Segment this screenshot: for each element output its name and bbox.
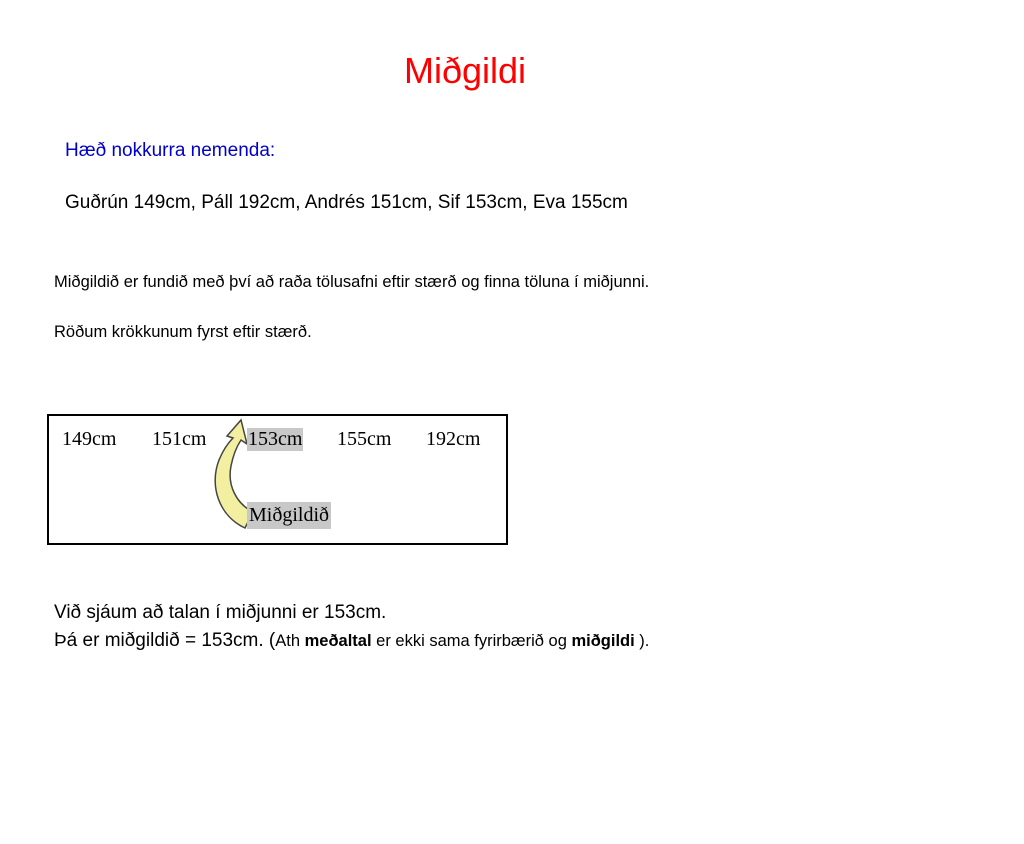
page-title: Miðgildi <box>403 50 527 91</box>
conclusion-ath: Ath <box>275 632 305 650</box>
subtitle: Hæð nokkurra nemenda: <box>65 140 276 161</box>
conclusion-main: Þá er miðgildið = 153cm. ( <box>54 630 276 651</box>
conclusion-end: ). <box>634 632 650 650</box>
heights-list: Guðrún 149cm, Páll 192cm, Andrés 151cm, Sif 153cm, Eva 155cm <box>65 192 628 213</box>
conclusion-line-2 <box>54 630 649 652</box>
term-median: miðgildi <box>571 632 635 650</box>
sorted-value-3-median: 153cm <box>248 428 303 450</box>
sorted-value-1: 149cm <box>62 428 117 450</box>
conclusion-mid: er ekki sama fyrirbærið og <box>371 632 572 650</box>
median-label: Miðgildið <box>247 502 331 529</box>
conclusion-line-1: Við sjáum að talan í miðjunni er 153cm. <box>54 602 387 623</box>
sorted-heights-figure <box>47 414 508 545</box>
sorted-value-5: 192cm <box>426 428 481 450</box>
median-explanation: Miðgildið er fundið með því að raða tölusafni eftir stærð og finna töluna í miðjunni. <box>54 273 650 291</box>
sorted-value-4: 155cm <box>337 428 392 450</box>
sorted-value-2: 151cm <box>152 428 207 450</box>
sort-note: Röðum krökkunum fyrst eftir stærð. <box>54 323 312 341</box>
term-mean: meðaltal <box>304 632 372 650</box>
